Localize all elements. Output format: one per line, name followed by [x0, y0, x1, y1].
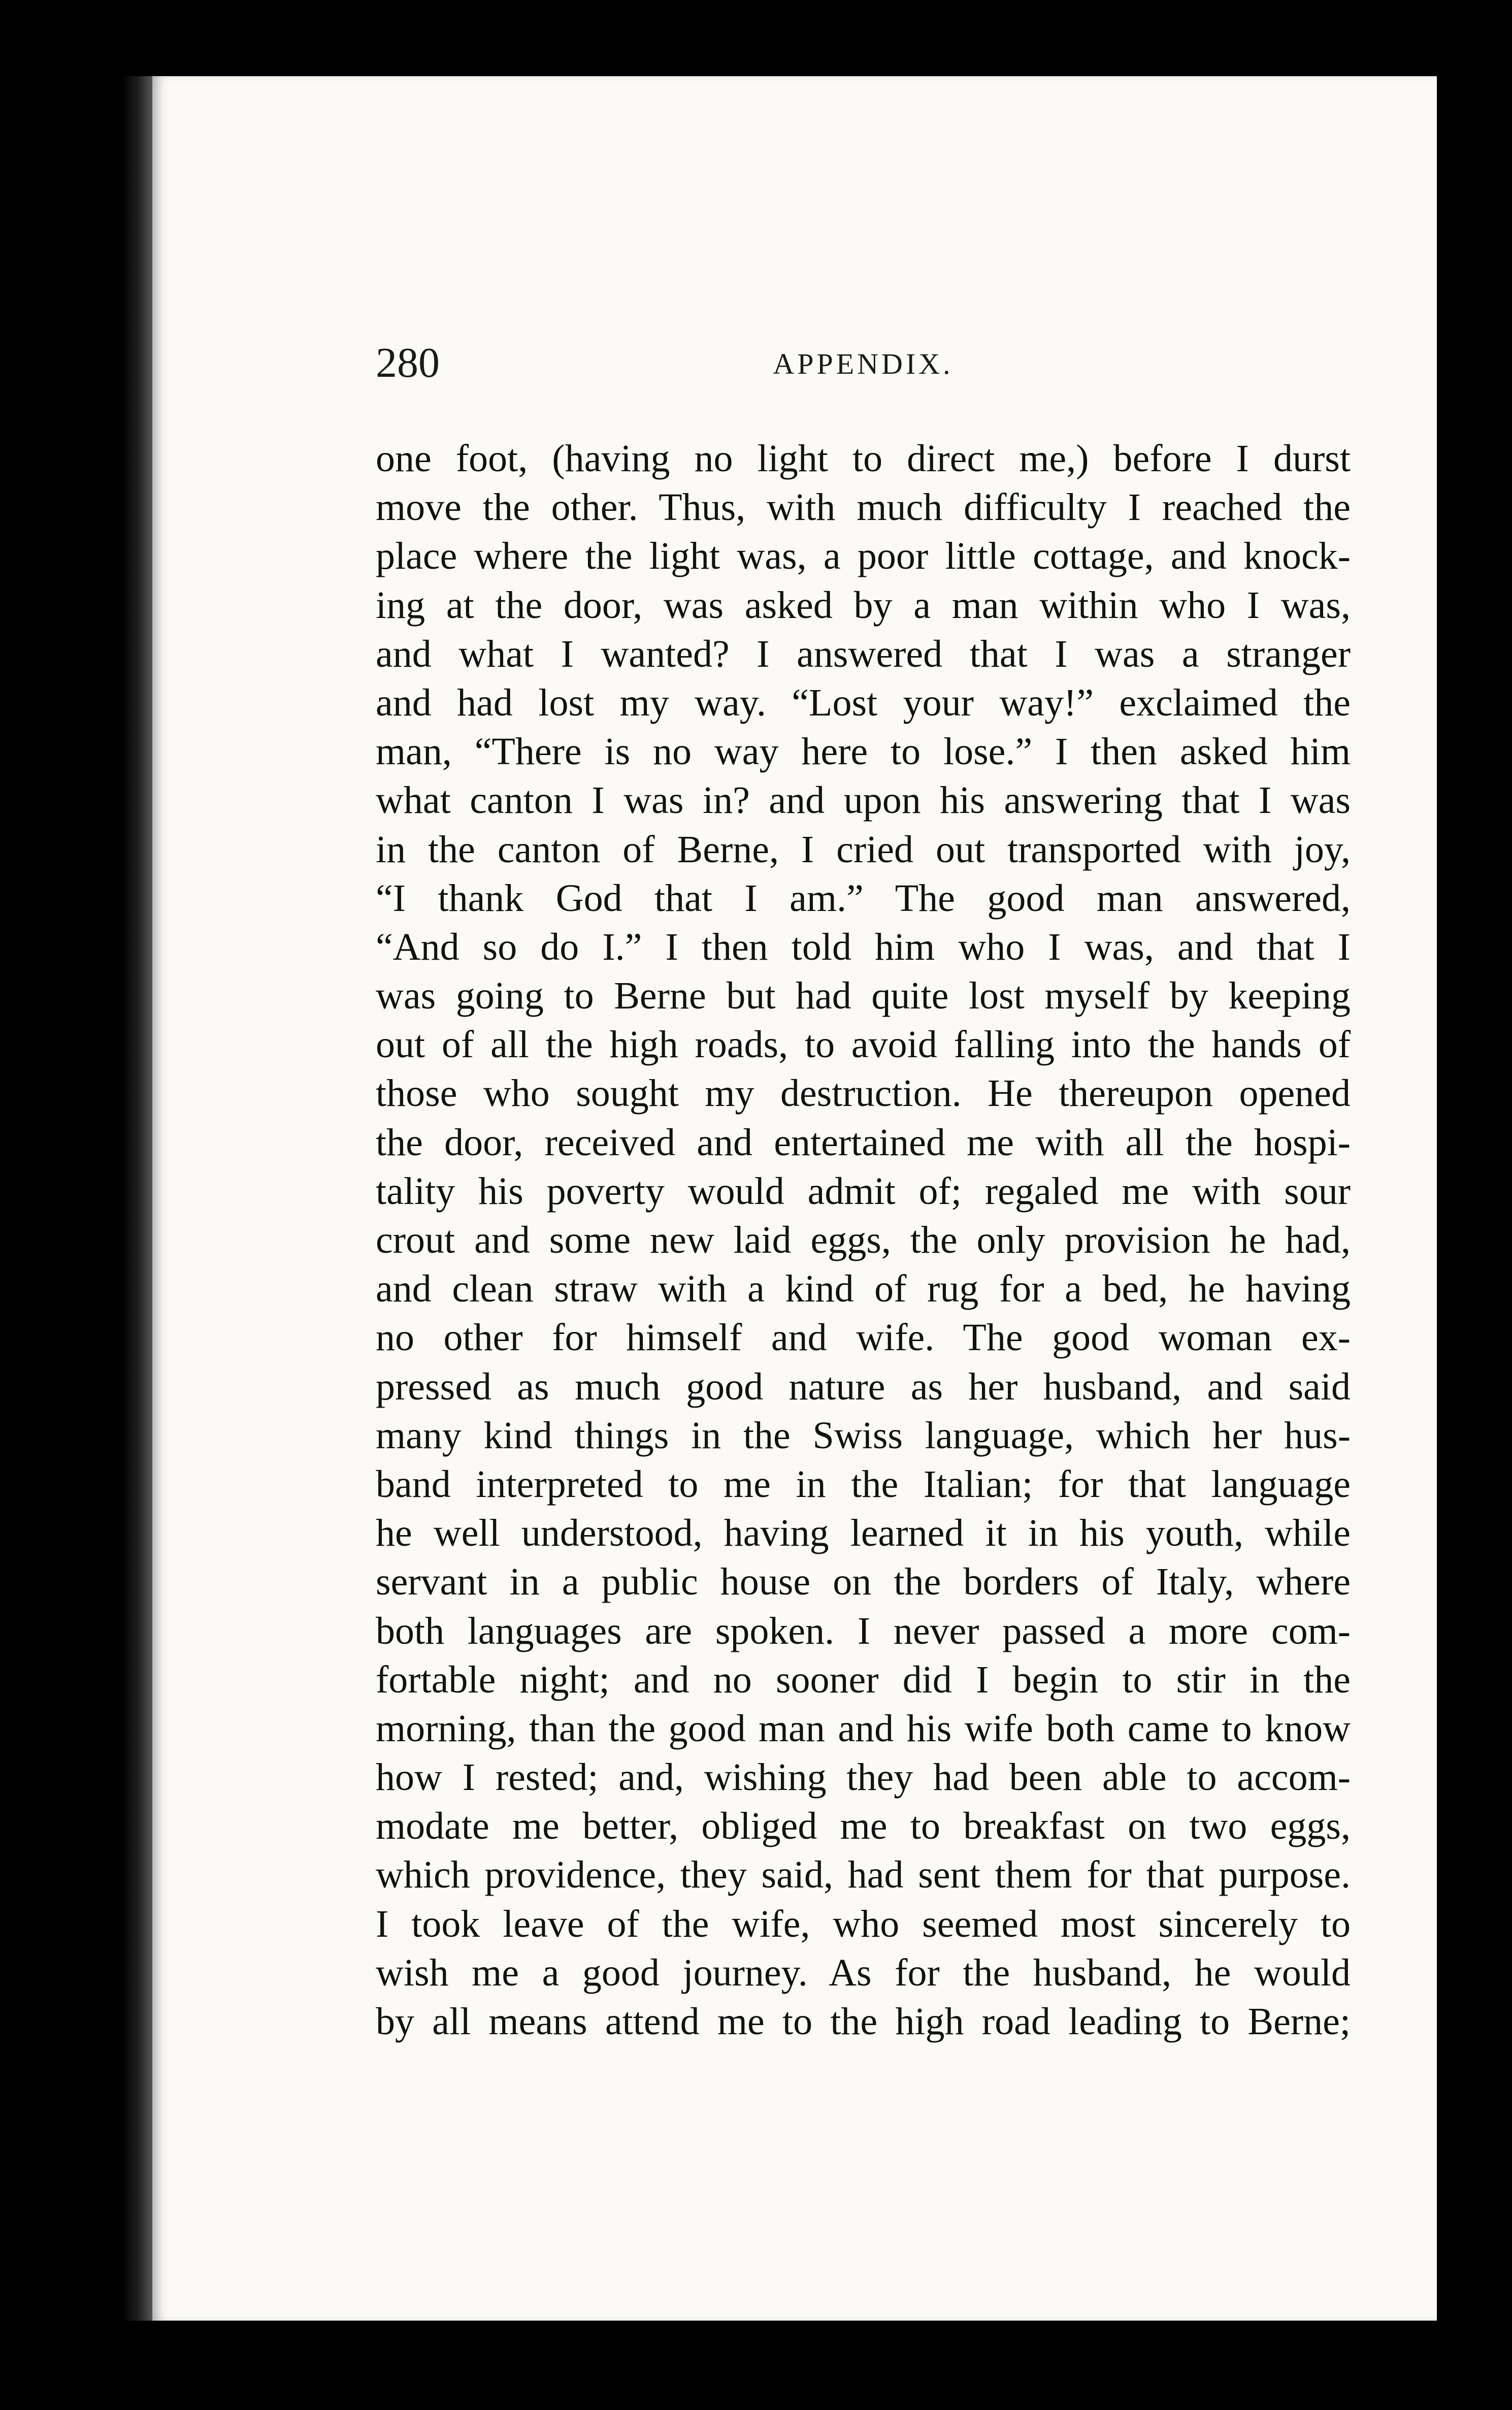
text-line: and what I wanted? I answered that I was a stranger [376, 632, 1351, 675]
text-line: crout and some new laid eggs, the only provision he had, [376, 1219, 1351, 1261]
text-line: both languages are spoken. I never passed a more com- [376, 1609, 1351, 1652]
text-line: I took leave of the wife, who seemed most sincerely to [376, 1902, 1351, 1945]
page-number: 280 [376, 339, 440, 386]
text-line: was going to Berne but had quite lost myself by keeping [376, 974, 1351, 1018]
text-line: man, “There is no way here to lose.” I then asked him [376, 730, 1351, 773]
text-line: pressed as much good nature as her husband, and said [376, 1365, 1351, 1408]
text-line: wish me a good journey. As for the husband, he would [376, 1951, 1351, 1994]
text-line: ing at the door, was asked by a man within who I was, [376, 583, 1351, 627]
text-line: the door, received and entertained me with all the hospi- [376, 1121, 1351, 1164]
text-line: one foot, (having no light to direct me,) before I durst [376, 437, 1351, 480]
text-line: what canton I was in? and upon his answering that I was [376, 779, 1351, 822]
text-line: no other for himself and wife. The good woman ex- [376, 1316, 1351, 1359]
text-line: place where the light was, a poor little cottage, and knock- [376, 535, 1351, 578]
text-line: move the other. Thus, with much difficulty I reached the [376, 486, 1351, 529]
text-line: he well understood, having learned it in his youth, while [376, 1512, 1351, 1555]
text-line: and had lost my way. “Lost your way!” exclaimed the [376, 681, 1351, 724]
text-line: many kind things in the Swiss language, which her hus- [376, 1414, 1351, 1457]
text-line: in the canton of Berne, I cried out transported with joy, [376, 828, 1351, 871]
text-line: servant in a public house on the borders of Italy, where [376, 1560, 1351, 1604]
text-line: out of all the high roads, to avoid falling into the hands of [376, 1023, 1351, 1066]
running-head: APPENDIX. [773, 347, 954, 380]
text-line: how I rested; and, wishing they had been able to accom- [376, 1756, 1351, 1799]
text-line: fortable night; and no sooner did I begin to stir in the [376, 1658, 1351, 1701]
text-line: those who sought my destruction. He thereupon opened [376, 1072, 1351, 1115]
text-line: “And so do I.” I then told him who I was, and that I [376, 925, 1351, 968]
text-line: “I thank God that I am.” The good man answered, [376, 876, 1351, 920]
text-line: modate me better, obliged me to breakfast on two eggs, [376, 1805, 1351, 1848]
text-line: and clean straw with a kind of rug for a bed, he having [376, 1267, 1351, 1311]
text-line: which providence, they said, had sent them for that purpose. [376, 1853, 1351, 1897]
text-line: band interpreted to me in the Italian; for that language [376, 1462, 1351, 1506]
text-line: tality his poverty would admit of; regaled me with sour [376, 1169, 1351, 1213]
body-text [376, 434, 1351, 2046]
text-line: by all means attend me to the high road leading to Berne; [376, 2000, 1351, 2043]
page-header [376, 333, 1351, 394]
text-line: morning, than the good man and his wife both came to know [376, 1707, 1351, 1750]
